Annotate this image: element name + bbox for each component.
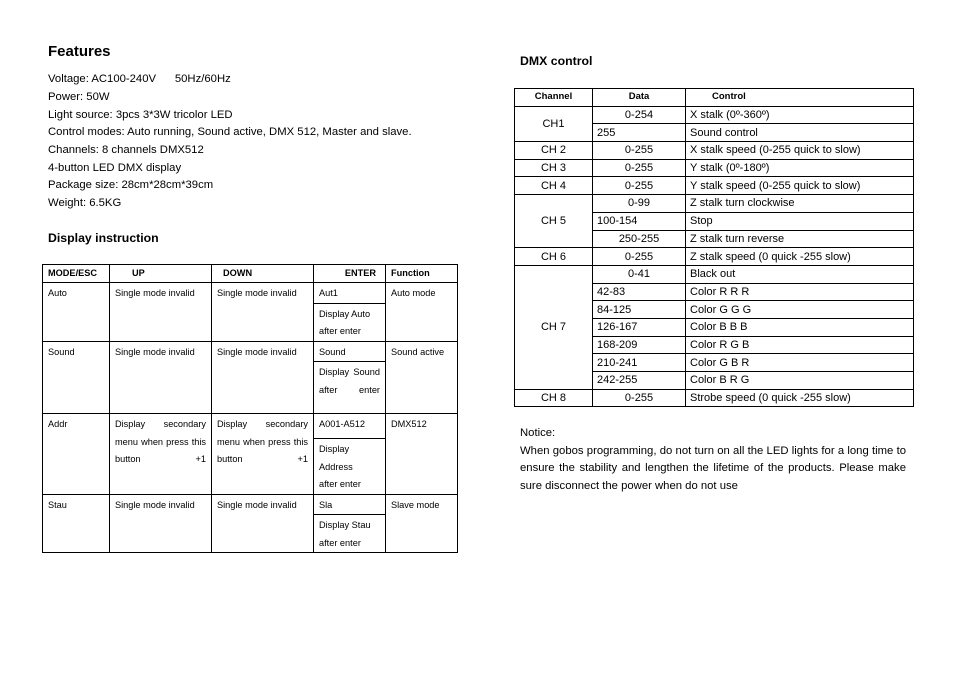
down-cell: Display secondary menu when press this button +1 — [212, 414, 314, 495]
table-row — [515, 265, 914, 283]
data-cell: 250-255 — [593, 230, 686, 248]
table-header-row — [43, 265, 458, 283]
data-cell: 0-99 — [593, 195, 686, 213]
header-mode: MODE/ESC — [43, 265, 110, 283]
spec-display: 4-button LED DMX display — [48, 162, 182, 174]
enter-code-cell: A001-A512 — [314, 414, 386, 439]
enter-code-cell: Aut1 — [314, 283, 386, 304]
data-cell: 242-255 — [593, 372, 686, 390]
data-cell: 0-41 — [593, 265, 686, 283]
table-row — [43, 283, 458, 304]
data-cell: 0-254 — [593, 106, 686, 124]
data-cell: 42-83 — [593, 283, 686, 301]
table-row — [515, 177, 914, 195]
data-cell: 0-255 — [593, 142, 686, 160]
spec-package-size: Package size: 28cm*28cm*39cm — [48, 179, 214, 191]
up-cell: Single mode invalid — [110, 341, 212, 414]
up-cell: Single mode invalid — [110, 283, 212, 342]
control-cell: Stop — [686, 212, 914, 230]
spec-light-source: Light source: 3pcs 3*3W tricolor LED — [48, 109, 233, 121]
features-title: Features — [48, 43, 111, 60]
data-cell: 100-154 — [593, 212, 686, 230]
control-cell: Color B R G — [686, 372, 914, 390]
header-enter: ENTER — [314, 265, 386, 283]
header-data: Data — [593, 89, 686, 107]
control-cell: Color G B R — [686, 354, 914, 372]
header-control: Control — [686, 89, 914, 107]
table-row — [43, 414, 458, 439]
function-cell: Auto mode — [386, 283, 458, 342]
header-channel: Channel — [515, 89, 593, 107]
table-row — [43, 494, 458, 515]
data-cell: 0-255 — [593, 389, 686, 407]
table-row — [515, 159, 914, 177]
notice-title: Notice: — [520, 427, 556, 439]
table-row — [515, 106, 914, 124]
enter-desc-cell: Display Sound after enter — [314, 362, 386, 414]
display-instruction-title: Display instruction — [48, 231, 159, 245]
channel-cell: CH 2 — [515, 142, 593, 160]
control-cell: Sound control — [686, 124, 914, 142]
mode-cell: Sound — [43, 341, 110, 414]
table-row — [515, 195, 914, 213]
data-cell: 168-209 — [593, 336, 686, 354]
control-cell: X stalk (0º-360º) — [686, 106, 914, 124]
mode-cell: Auto — [43, 283, 110, 342]
data-cell: 0-255 — [593, 248, 686, 266]
table-row — [515, 389, 914, 407]
down-cell: Single mode invalid — [212, 494, 314, 553]
data-cell: 0-255 — [593, 177, 686, 195]
header-function: Function — [386, 265, 458, 283]
control-cell: Color R G B — [686, 336, 914, 354]
channel-cell: CH 5 — [515, 195, 593, 248]
function-cell: DMX512 — [386, 414, 458, 495]
control-cell: Y stalk speed (0-255 quick to slow) — [686, 177, 914, 195]
enter-code-cell: Sound — [314, 341, 386, 362]
control-cell: Black out — [686, 265, 914, 283]
channel-cell: CH 8 — [515, 389, 593, 407]
data-cell: 210-241 — [593, 354, 686, 372]
notice-section — [520, 425, 906, 496]
channel-cell: CH1 — [515, 106, 593, 141]
dmx-control-table — [514, 88, 914, 407]
channel-cell: CH 7 — [515, 265, 593, 389]
header-down: DOWN — [212, 265, 314, 283]
table-row — [515, 248, 914, 266]
table-row — [43, 341, 458, 362]
mode-cell: Stau — [43, 494, 110, 553]
channel-cell: CH 4 — [515, 177, 593, 195]
down-cell: Single mode invalid — [212, 283, 314, 342]
spec-control-modes: Control modes: Auto running, Sound active, DMX 512, Master and slave. — [48, 126, 412, 138]
spec-power: Power: 50W — [48, 91, 110, 103]
spec-voltage: Voltage: AC100-240V 50Hz/60Hz — [48, 73, 231, 85]
up-cell: Single mode invalid — [110, 494, 212, 553]
enter-code-cell: Sla — [314, 494, 386, 515]
channel-cell: CH 3 — [515, 159, 593, 177]
data-cell: 126-167 — [593, 318, 686, 336]
notice-text: When gobos programming, do not turn on all the LED lights for a long time to ensure the stability and lengthen the lifetime of the products. Please make sure disconnect the power when do not use — [520, 444, 906, 493]
dmx-control-title: DMX control — [520, 54, 593, 68]
up-cell: Display secondary menu when press this button +1 — [110, 414, 212, 495]
data-cell: 0-255 — [593, 159, 686, 177]
function-cell: Slave mode — [386, 494, 458, 553]
control-cell: Z stalk speed (0 quick -255 slow) — [686, 248, 914, 266]
data-cell: 255 — [593, 124, 686, 142]
control-cell: Z stalk turn clockwise — [686, 195, 914, 213]
control-cell: Y stalk (0º-180º) — [686, 159, 914, 177]
spec-weight: Weight: 6.5KG — [48, 197, 122, 209]
display-instruction-table — [42, 264, 458, 553]
enter-desc-cell: Display Address after enter — [314, 439, 386, 495]
control-cell: Color R R R — [686, 283, 914, 301]
control-cell: X stalk speed (0-255 quick to slow) — [686, 142, 914, 160]
data-cell: 84-125 — [593, 301, 686, 319]
function-cell: Sound active — [386, 341, 458, 414]
down-cell: Single mode invalid — [212, 341, 314, 414]
table-header-row — [515, 89, 914, 107]
control-cell: Color G G G — [686, 301, 914, 319]
table-row — [515, 142, 914, 160]
control-cell: Strobe speed (0 quick -255 slow) — [686, 389, 914, 407]
mode-cell: Addr — [43, 414, 110, 495]
control-cell: Color B B B — [686, 318, 914, 336]
header-up: UP — [110, 265, 212, 283]
channel-cell: CH 6 — [515, 248, 593, 266]
enter-desc-cell: Display Auto after enter — [314, 303, 386, 341]
spec-channels: Channels: 8 channels DMX512 — [48, 144, 204, 156]
control-cell: Z stalk turn reverse — [686, 230, 914, 248]
enter-desc-cell: Display Stau after enter — [314, 515, 386, 553]
